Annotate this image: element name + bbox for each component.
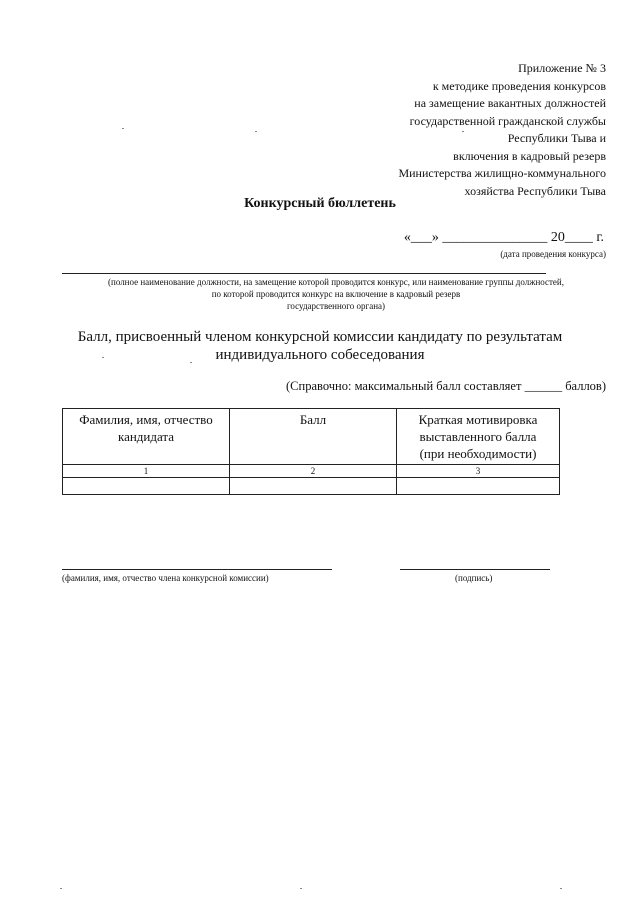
- scan-speck: [60, 888, 62, 889]
- header-line: Балл: [299, 412, 327, 427]
- max-score-reference: (Справочно: максимальный балл составляет ______ баллов): [286, 379, 606, 393]
- position-caption: [56, 276, 616, 312]
- header-line: кандидата: [117, 429, 175, 444]
- header-motivation: [397, 409, 560, 465]
- position-caption-line: государственного органа): [286, 301, 386, 311]
- header-line: (при необходимости): [419, 446, 537, 461]
- position-fill-line: [62, 273, 546, 274]
- appendix-line: Министерства жилищно-коммунального: [398, 166, 606, 180]
- header-line: Краткая мотивировка: [418, 412, 538, 427]
- scan-speck: [300, 888, 302, 889]
- scan-speck: [560, 888, 562, 889]
- table-row: [63, 478, 560, 495]
- table-number-row: [63, 465, 560, 478]
- date-line: «___» _______________ 20____ г.: [403, 230, 604, 245]
- appendix-block: [306, 60, 606, 200]
- appendix-line: государственной гражданской службы: [409, 113, 606, 128]
- name-signature-line: [62, 569, 332, 570]
- scan-speck: [102, 357, 104, 358]
- scan-speck: [462, 131, 464, 132]
- signature-line: [400, 569, 550, 570]
- signature-caption: (подпись): [455, 573, 493, 583]
- header-score: [230, 409, 397, 465]
- heading-line: Балл, присвоенный членом конкурсной комиссии кандидату по результатам: [77, 329, 563, 345]
- appendix-line: хозяйства Республики Тыва: [464, 183, 606, 198]
- column-number: 1: [63, 465, 230, 478]
- scan-speck: [190, 362, 192, 363]
- table-header-row: [63, 409, 560, 465]
- score-cell[interactable]: [230, 478, 397, 495]
- section-heading: [0, 328, 640, 364]
- position-caption-line: по которой проводится конкурс на включение в кадровый резерв: [211, 289, 461, 299]
- heading-line: индивидуального собеседования: [215, 347, 425, 363]
- appendix-line: Республики Тыва и: [507, 131, 606, 145]
- name-caption: (фамилия, имя, отчество члена конкурсной комиссии): [62, 573, 269, 583]
- date-caption: (дата проведения конкурса): [500, 249, 606, 259]
- column-number: 3: [397, 465, 560, 478]
- header-line: Фамилия, имя, отчество: [79, 412, 213, 427]
- motivation-cell[interactable]: [397, 478, 560, 495]
- score-table: [62, 408, 560, 495]
- appendix-line: на замещение вакантных должностей: [414, 96, 606, 110]
- position-caption-line: (полное наименование должности, на замещение которой проводится конкурс, или наименование группы должностей,: [108, 277, 564, 287]
- appendix-line: к методике проведения конкурсов: [432, 78, 606, 93]
- document-title: Конкурсный бюллетень: [244, 196, 396, 211]
- header-line: выставленного балла: [419, 429, 537, 444]
- header-candidate-name: [63, 409, 230, 465]
- appendix-line: включения в кадровый резерв: [453, 148, 606, 163]
- appendix-line: Приложение № 3: [518, 61, 606, 75]
- column-number: 2: [230, 465, 397, 478]
- candidate-name-cell[interactable]: [63, 478, 230, 495]
- scan-speck: [122, 128, 124, 129]
- scan-speck: [255, 131, 257, 132]
